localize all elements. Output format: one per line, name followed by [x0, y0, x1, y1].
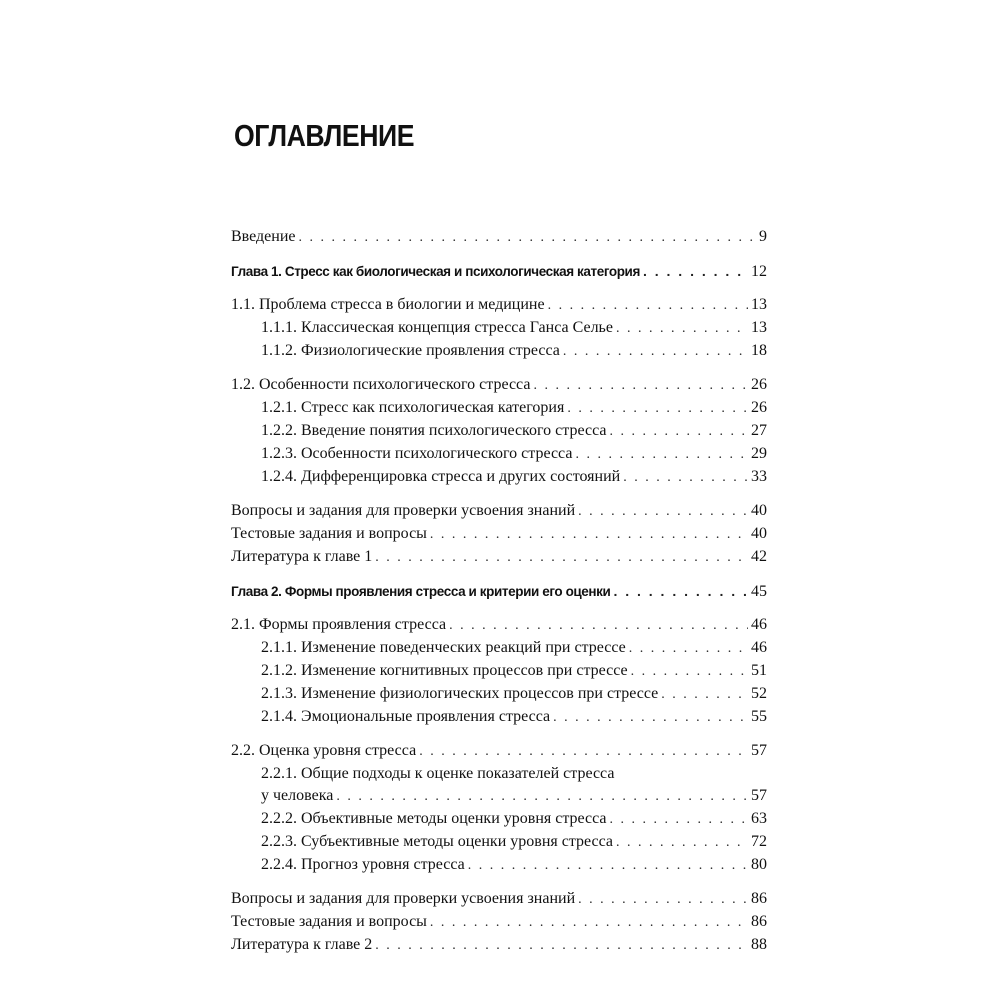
toc-entry-title: 2.1. Формы проявления стресса — [231, 616, 447, 633]
dot-leader — [616, 832, 748, 854]
toc-chapter-1[interactable] — [231, 260, 767, 283]
dot-leader — [631, 661, 748, 683]
dot-leader — [533, 375, 748, 397]
toc-entry-page: 52 — [751, 685, 767, 702]
toc-subsection-2-2-2[interactable] — [231, 808, 767, 831]
toc-subsection-2-2-1[interactable] — [231, 763, 767, 808]
toc-entry-page: 12 — [751, 263, 767, 280]
toc-entry-title: 1.2.1. Стресс как психологическая категория — [261, 399, 565, 416]
dot-leader — [375, 547, 748, 569]
toc-entry-page: 88 — [751, 936, 767, 953]
dot-leader — [548, 295, 748, 317]
toc-subsection-1-2-4[interactable] — [231, 466, 767, 489]
toc-subsection-2-2-4[interactable] — [231, 854, 767, 877]
toc-entry-title: Тестовые задания и вопросы — [231, 525, 427, 542]
dot-leader — [553, 707, 748, 729]
toc-entry-page: 18 — [751, 342, 767, 359]
toc-entry-page: 40 — [751, 502, 767, 519]
dot-leader — [661, 684, 748, 706]
toc-entry-title: 1.2.2. Введение понятия психологического стресса — [261, 422, 607, 439]
table-of-contents — [231, 226, 767, 957]
toc-entry-page: 46 — [751, 616, 767, 633]
dot-leader — [575, 444, 748, 466]
toc-entry-page: 33 — [751, 468, 767, 485]
toc-entry-title: 2.2.3. Субъективные методы оценки уровня стресса — [261, 833, 614, 850]
dot-leader — [643, 260, 748, 282]
toc-entry-page: 9 — [759, 228, 767, 245]
toc-entry-page: 26 — [751, 399, 767, 416]
toc-literature-1[interactable] — [231, 546, 767, 569]
toc-entry-title: 2.2.2. Объективные методы оценки уровня стресса — [261, 810, 607, 827]
toc-section-2-1[interactable] — [231, 614, 767, 637]
toc-entry-page: 86 — [751, 913, 767, 930]
dot-leader — [578, 889, 748, 911]
toc-entry-page: 57 — [751, 787, 767, 804]
dot-leader — [419, 741, 748, 763]
toc-subsection-1-1-1[interactable] — [231, 317, 767, 340]
toc-chapter-title: Глава 1. Стресс как биологическая и психологическая категория — [231, 264, 640, 279]
toc-section-2-2[interactable] — [231, 740, 767, 763]
dot-leader — [578, 501, 748, 523]
dot-leader — [449, 615, 748, 637]
toc-entry-title: 2.2. Оценка уровня стресса — [231, 742, 417, 759]
toc-entry-page: 29 — [751, 445, 767, 462]
toc-questions-2[interactable] — [231, 888, 767, 911]
page-title: ОГЛАВЛЕНИЕ — [234, 118, 415, 153]
toc-entry-title: 1.1. Проблема стресса в биологии и медицине — [231, 296, 545, 313]
toc-subsection-1-2-2[interactable] — [231, 420, 767, 443]
toc-entry-page: 42 — [751, 548, 767, 565]
toc-tests-2[interactable] — [231, 911, 767, 934]
toc-entry-page: 72 — [751, 833, 767, 850]
toc-tests-1[interactable] — [231, 523, 767, 546]
toc-entry-page: 51 — [751, 662, 767, 679]
dot-leader — [567, 398, 748, 420]
toc-entry-page: 55 — [751, 708, 767, 725]
dot-leader — [430, 524, 748, 546]
toc-entry-title: Литература к главе 2 — [231, 936, 373, 953]
toc-entry-title: 2.1.4. Эмоциональные проявления стресса — [261, 708, 551, 725]
toc-entry-title: 2.2.4. Прогноз уровня стресса — [261, 856, 465, 873]
dot-leader — [299, 227, 757, 249]
toc-subsection-1-2-1[interactable] — [231, 397, 767, 420]
toc-entry-title: 2.1.3. Изменение физиологических процессов при стрессе — [261, 685, 659, 702]
toc-entry-title: 2.1.1. Изменение поведенческих реакций при стрессе — [261, 639, 626, 656]
toc-entry-page: 13 — [751, 296, 767, 313]
toc-entry-title-line2-row — [231, 785, 767, 808]
toc-entry-title: Вопросы и задания для проверки усвоения знаний — [231, 890, 576, 907]
toc-entry-title-line1: 2.2.1. Общие подходы к оценке показателей стресса — [261, 765, 615, 782]
toc-questions-1[interactable] — [231, 500, 767, 523]
toc-entry-page: 46 — [751, 639, 767, 656]
toc-entry-title: Введение — [231, 228, 296, 245]
toc-subsection-2-2-3[interactable] — [231, 831, 767, 854]
toc-subsection-1-2-3[interactable] — [231, 443, 767, 466]
toc-subsection-2-1-3[interactable] — [231, 683, 767, 706]
toc-entry-page: 63 — [751, 810, 767, 827]
dot-leader — [616, 318, 748, 340]
toc-section-1-2[interactable] — [231, 374, 767, 397]
toc-entry-title: 1.2.4. Дифференцировка стресса и других состояний — [261, 468, 621, 485]
toc-entry-title: 1.1.1. Классическая концепция стресса Ганса Селье — [261, 319, 613, 336]
toc-entry-page: 13 — [751, 319, 767, 336]
dot-leader — [468, 855, 748, 877]
toc-subsection-2-1-1[interactable] — [231, 637, 767, 660]
toc-entry-title: Литература к главе 1 — [231, 548, 373, 565]
toc-entry-page: 80 — [751, 856, 767, 873]
toc-entry-title: 1.1.2. Физиологические проявления стресса — [261, 342, 560, 359]
dot-leader — [430, 912, 748, 934]
dot-leader — [563, 341, 748, 363]
toc-entry-page: 26 — [751, 376, 767, 393]
toc-entry-title: 1.2.3. Особенности психологического стресса — [261, 445, 573, 462]
toc-entry-title: у человека — [261, 787, 334, 804]
toc-entry-page: 86 — [751, 890, 767, 907]
toc-chapter-title: Глава 2. Формы проявления стресса и критерии его оценки — [231, 584, 611, 599]
toc-literature-2[interactable] — [231, 934, 767, 957]
dot-leader — [629, 638, 748, 660]
dot-leader — [623, 467, 748, 489]
toc-entry-title: 2.1.2. Изменение когнитивных процессов при стрессе — [261, 662, 628, 679]
toc-entry-title: 1.2. Особенности психологического стресса — [231, 376, 531, 393]
toc-chapter-2[interactable] — [231, 580, 767, 603]
toc-entry-page: 45 — [751, 583, 767, 600]
dot-leader — [609, 421, 748, 443]
toc-subsection-2-1-2[interactable] — [231, 660, 767, 683]
dot-leader — [610, 809, 748, 831]
toc-entry-intro[interactable] — [231, 226, 767, 249]
dot-leader — [613, 580, 748, 602]
toc-section-1-1[interactable] — [231, 294, 767, 317]
toc-entry-title: Тестовые задания и вопросы — [231, 913, 427, 930]
dot-leader — [336, 786, 748, 808]
toc-entry-page: 57 — [751, 742, 767, 759]
toc-entry-page: 40 — [751, 525, 767, 542]
toc-subsection-2-1-4[interactable] — [231, 706, 767, 729]
toc-entry-page: 27 — [751, 422, 767, 439]
toc-subsection-1-1-2[interactable] — [231, 340, 767, 363]
toc-entry-title: Вопросы и задания для проверки усвоения знаний — [231, 502, 576, 519]
dot-leader — [375, 935, 748, 957]
